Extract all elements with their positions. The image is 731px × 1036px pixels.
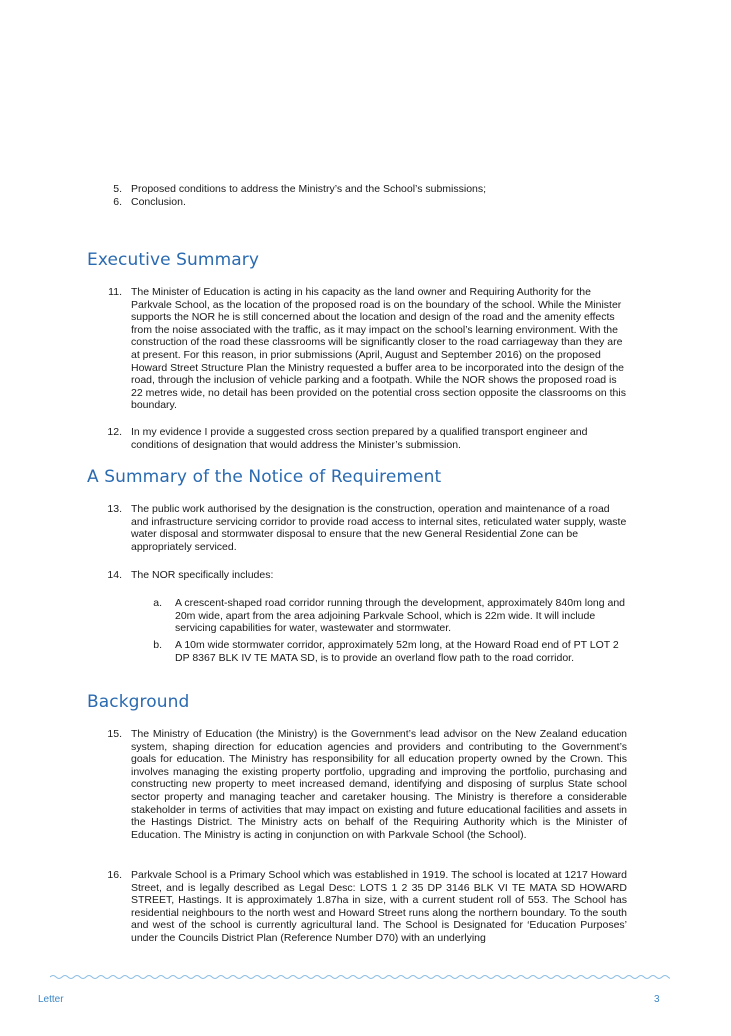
- paragraph-number: 14.: [107, 569, 122, 581]
- list-item-number: 5.: [113, 183, 122, 195]
- paragraph-16: [0, 869, 731, 945]
- executive-summary-body-2: [0, 426, 731, 451]
- paragraph-text: The NOR specifically includes:: [131, 569, 274, 581]
- nor-sub-list: [0, 597, 731, 635]
- list-item: [0, 196, 731, 209]
- section-heading-background: Background: [87, 692, 190, 712]
- paragraph-number: 16.: [107, 869, 122, 881]
- sub-item-letter: b.: [153, 639, 162, 651]
- paragraph-15: [0, 728, 731, 841]
- paragraph-11: [0, 286, 731, 412]
- nor-summary-body-2: [0, 569, 731, 582]
- list-item-text: Proposed conditions to address the Ministry’s and the School’s submissions;: [131, 183, 487, 195]
- paragraph-number: 12.: [107, 426, 122, 438]
- nor-sub-list-2: [0, 639, 731, 664]
- sub-item-text: A 10m wide stormwater corridor, approximately 52m long, at the Howard Road end of PT LOT 2 DP 8367 BLK IV TE MATA SD, is to provide an overland flow path to the road corridor.: [175, 639, 619, 664]
- nor-summary-body: [0, 503, 731, 553]
- background-body-2: [0, 869, 731, 945]
- list-item: [0, 183, 731, 196]
- paragraph-number: 13.: [107, 503, 122, 515]
- paragraph-text: The Minister of Education is acting in his capacity as the land owner and Requiring Authority for the Parkvale School, as the location of the proposed road is on the boundary of the school. While the Minister supports the NOR he is still concerned about the location and design of the road and the amenity effects from the noise associated with the traffic, as it may impact on the school’s learning environment. With the construction of the road these classrooms will be significantly closer to the road carriageway than they are at present. For this reason, in prior submissions (April, August and September 2016) on the proposed Howard Street Structure Plan the Ministry requested a buffer area to be incorporated into the design of the road, through the inclusion of vehicle parking and a footpath. While the NOR shows the proposed road is 22 metres wide, no detail has been provided on the potential cross section opposite the classrooms on this boundary.: [131, 286, 626, 412]
- paragraph-text: The public work authorised by the designation is the construction, operation and maintenance of a road and infrastructure servicing corridor to provide road access to internal sites, reticulated water supply, waste water disposal and stormwater disposal to ensure that the new General Residential Zone can be appropriately serviced.: [131, 503, 627, 553]
- paragraph-13: [0, 503, 731, 553]
- paragraph-text: Parkvale School is a Primary School which was established in 1919. The school is located at 1217 Howard Street, and is legally described as Legal Desc: LOTS 1 2 35 DP 3146 BLK VI TE MATA SD HOWARD STREET, Hastings. It is approximately 1.87ha in size, with a current student roll of 553. The School has residential neighbours to the north west and Howard Street runs along the northern boundary. To the south and west of the school is currently agricultural land. The School is Designated for ‘Education Purposes’ under the Councils District Plan (Reference Number D70) with an underlying: [131, 869, 627, 944]
- list-item-text: Conclusion.: [131, 195, 186, 208]
- paragraph-text: The Ministry of Education (the Ministry) is the Government’s lead advisor on the New Zealand education system, shaping direction for education agencies and providers and contributing to the Government’s goals for education. The Ministry has responsibility for all education property owned by the Crown. This involves managing the existing property portfolio, upgrading and improving the portfolio, purchasing and constructing new property to meet increased demand, identifying and disposing of surplus State school sector property and managing teacher and caretaker housing. The Ministry is therefore a considerable stakeholder in terms of activities that may impact on existing and future educational facilities and assets in the Hastings District. The Ministry acts on behalf of the Requiring Authority which is the Minister of Education. The Ministry is acting in conjunction on with Parkvale School (the School).: [131, 728, 627, 841]
- footer-wave-divider: [50, 973, 670, 981]
- list-item-number: 6.: [113, 195, 122, 208]
- paragraph-12: [0, 426, 731, 451]
- section-heading-nor-summary: A Summary of the Notice of Requirement: [87, 467, 442, 487]
- section-heading-executive-summary: Executive Summary: [87, 250, 260, 270]
- paragraph-number: 15.: [107, 728, 122, 740]
- background-body: [0, 728, 731, 841]
- sub-item-letter: a.: [153, 597, 162, 609]
- sub-item-a: [0, 597, 731, 635]
- paragraph-text: In my evidence I provide a suggested cross section prepared by a qualified transport engineer and conditions of designation that would address the Minister’s submission.: [131, 426, 588, 451]
- executive-summary-body: [0, 286, 731, 412]
- paragraph-14: [0, 569, 731, 582]
- paragraph-number: 11.: [108, 286, 122, 298]
- footer-page-number: 3: [654, 994, 660, 1005]
- top-list: [0, 183, 731, 208]
- sub-item-b: [0, 639, 731, 664]
- footer-document-type: Letter: [38, 994, 64, 1005]
- sub-item-text: A crescent-shaped road corridor running through the development, approximately 840m long and 20m wide, apart from the area adjoining Parkvale School, which is 22m wide. It will include servicing capabilities for water, wastewater and stormwater.: [175, 597, 626, 635]
